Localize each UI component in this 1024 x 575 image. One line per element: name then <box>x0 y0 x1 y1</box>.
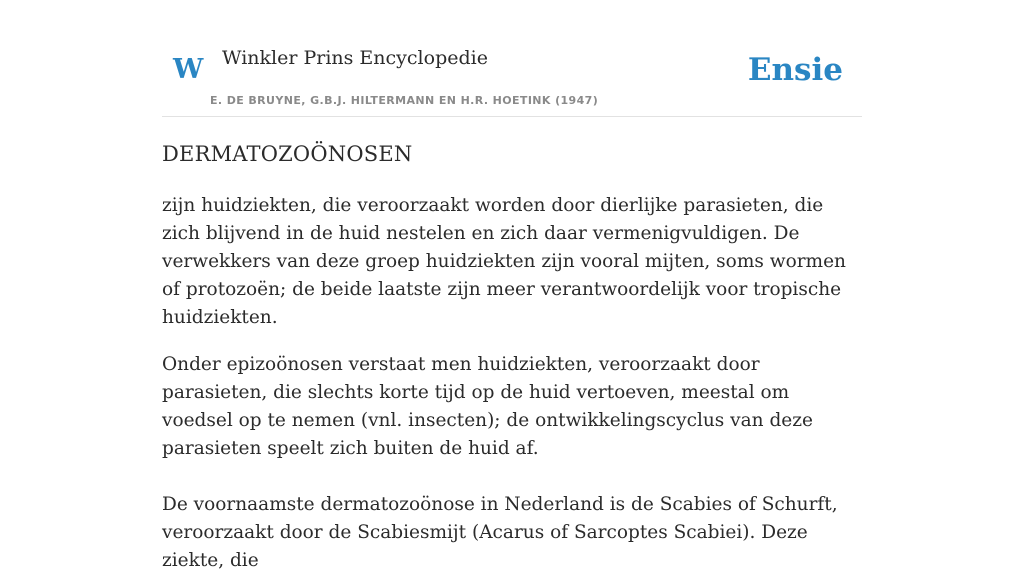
winkler-prins-logo[interactable]: W <box>173 54 204 85</box>
paragraph: Onder epizoönosen verstaat men huidziekten, veroorzaakt door parasieten, die slechts korte tijd op de huid vertoeven, meestal om voedsel op te nemen (vnl. insecten); de ontwikkelingscyclus van deze parasieten speelt zich buiten de huid af. <box>162 354 813 459</box>
paragraph: zijn huidziekten, die veroorzaakt worden door dierlijke parasieten, die zich blijvend in de huid nestelen en zich daar vermenigvuldigen. De verwekkers van deze groep huidziekten zijn vooral mijten, soms wormen of protozoën; de beide laatste zijn meer verantwoordelijk voor tropische huidziekten. <box>162 195 846 328</box>
source-header <box>162 0 862 117</box>
article-page <box>162 0 862 571</box>
source-title[interactable]: Winkler Prins Encyclopedie <box>222 47 488 69</box>
source-authors: E. DE BRUYNE, G.B.J. HILTERMANN EN H.R. HOETINK (1947) <box>210 94 599 107</box>
ensie-logo[interactable]: Ensie <box>747 52 843 88</box>
paragraph: De voornaamste dermatozoönose in Nederland is de Scabies of Schurft, veroorzaakt door de Scabiesmijt (Acarus of Sarcoptes Scabiei). Deze ziekte, die <box>162 494 838 571</box>
entry-title: DERMATOZOÖNOSEN <box>162 142 413 166</box>
entry-body <box>162 192 862 575</box>
